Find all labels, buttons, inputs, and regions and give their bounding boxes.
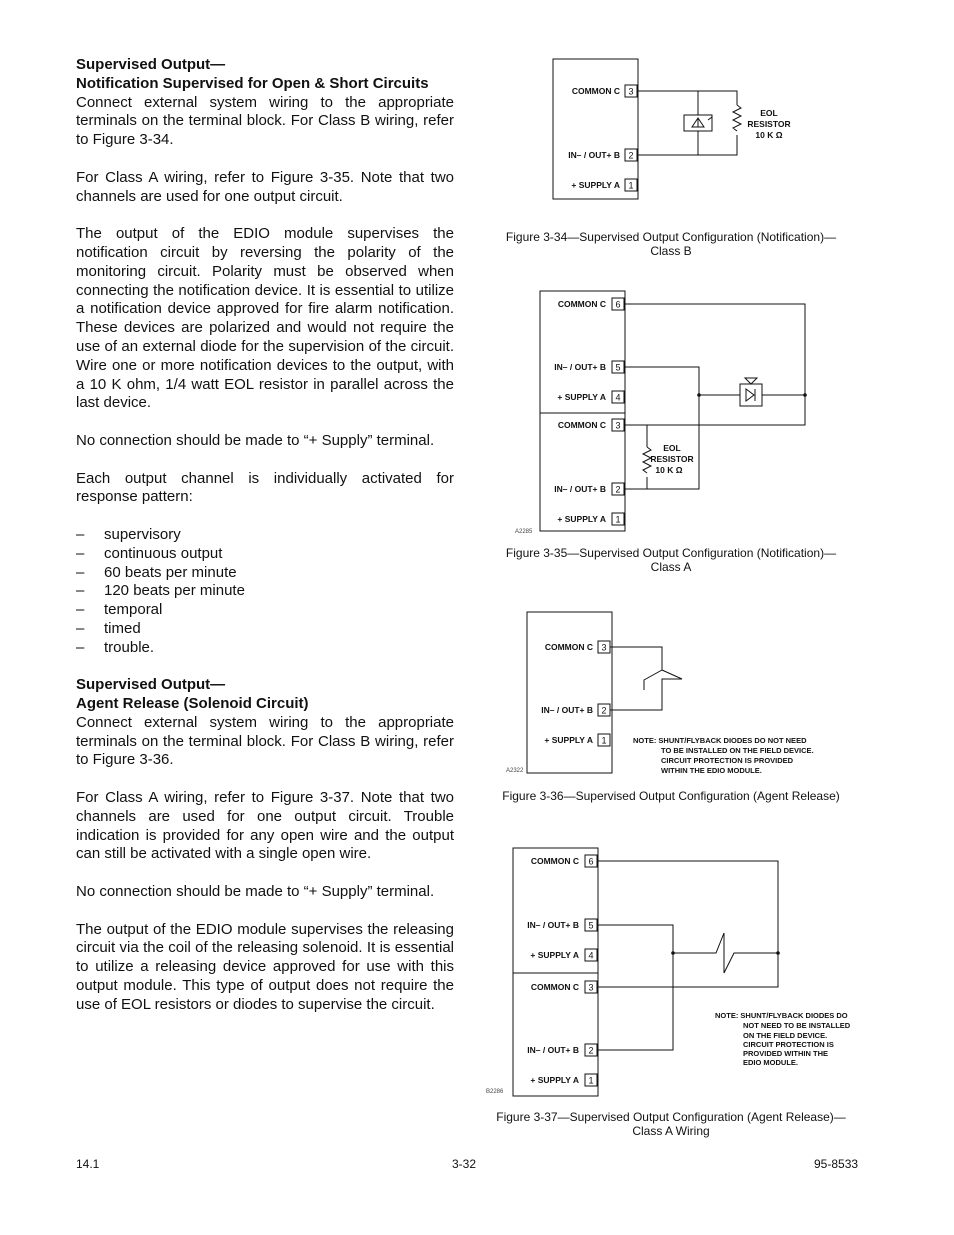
label-common-c: COMMON C bbox=[544, 642, 593, 652]
figure-3-37-caption bbox=[476, 1110, 866, 1138]
section1-heading-line2: Notification Supervised for Open & Short Circuits bbox=[76, 74, 429, 92]
figure-code: A2322 bbox=[506, 768, 524, 774]
list-item: – 60 beats per minute bbox=[76, 564, 454, 583]
figure-code: A2285 bbox=[515, 529, 533, 535]
solenoid-symbol bbox=[673, 933, 778, 973]
footer-page-number: 3-32 bbox=[452, 1157, 477, 1171]
note-line: PROVIDED WITHIN THE bbox=[743, 1049, 829, 1058]
wire bbox=[624, 304, 805, 425]
wire bbox=[637, 135, 737, 155]
section1-paragraph-3: The output of the EDIO module supervises the notification circuit by reversing the polarity of the monitoring circuit. Polarity must be observed when connecting the notification device. It is essential to utilize a notification device approved for fire alarm notification. These devices are polarized and would not require the use of an external diode for the supervision of the circuit. Wire one or more notification devices to the output, with a 10 K ohm, 1/4 watt EOL resistor in parallel across the last device. bbox=[76, 225, 454, 412]
section2-paragraph-2: For Class A wiring, refer to Figure 3-37. Note that two channels are used for one output circuit. Trouble indication is provided for any open wire and the output can still be activated with a single open wire. bbox=[76, 789, 454, 863]
eol-label: EOL bbox=[760, 108, 778, 118]
label-in-out-b: IN– / OUT+ B bbox=[541, 705, 593, 715]
list-item: – supervisory bbox=[76, 526, 454, 545]
label-supply-a: + SUPPLY A bbox=[571, 180, 620, 190]
terminal-number: 1 bbox=[601, 735, 607, 746]
section1-paragraph-5: Each output channel is individually activated for response pattern: bbox=[76, 469, 454, 506]
terminal-block bbox=[527, 612, 612, 773]
note-line: TO BE INSTALLED ON THE FIELD DEVICE. bbox=[661, 746, 814, 755]
eol-label: 10 K Ω bbox=[655, 465, 683, 475]
label-common-c: COMMON C bbox=[557, 299, 606, 309]
wire bbox=[637, 91, 737, 105]
terminal-number: 2 bbox=[628, 150, 634, 161]
note-line: NOT NEED TO BE INSTALLED bbox=[743, 1021, 851, 1030]
section1-heading-line1: Supervised Output— bbox=[76, 56, 226, 73]
label-in-out-b: IN– / OUT+ B bbox=[527, 920, 579, 930]
terminal-number: 4 bbox=[615, 392, 621, 403]
figure-3-35-caption bbox=[495, 546, 847, 574]
label-supply-a: + SUPPLY A bbox=[530, 950, 579, 960]
section1-paragraph-1: Connect external system wiring to the appropriate terminals on the terminal block. For Class B wiring, refer to Figure 3-34. bbox=[76, 93, 454, 149]
wire bbox=[624, 425, 647, 447]
figure-3-36-diagram bbox=[506, 612, 814, 775]
list-item: – 120 beats per minute bbox=[76, 582, 454, 601]
caption-line: Figure 3-34—Supervised Output Configuration (Notification)— bbox=[505, 230, 837, 244]
terminal-number: 1 bbox=[615, 514, 621, 525]
eol-label: RESISTOR bbox=[747, 119, 791, 129]
note-line: CIRCUIT PROTECTION IS bbox=[743, 1040, 834, 1049]
label-common-c: COMMON C bbox=[530, 856, 579, 866]
terminal-number: 1 bbox=[628, 180, 634, 191]
list-item: – trouble. bbox=[76, 639, 454, 658]
terminal-number: 3 bbox=[601, 642, 607, 653]
section1-paragraph-4: No connection should be made to “+ Supply” terminal. bbox=[76, 431, 435, 449]
terminal-block bbox=[553, 59, 638, 199]
list-item: – temporal bbox=[76, 601, 454, 620]
solenoid-symbol bbox=[644, 670, 662, 690]
caption-line: Class B bbox=[650, 244, 692, 258]
eol-label: EOL bbox=[663, 443, 681, 453]
terminal-number: 2 bbox=[601, 705, 607, 716]
label-supply-a: + SUPPLY A bbox=[530, 1075, 579, 1085]
notification-device-icon bbox=[740, 384, 762, 406]
figure-3-36-caption bbox=[485, 789, 857, 803]
terminal-number: 1 bbox=[588, 1075, 594, 1086]
terminal-number: 3 bbox=[628, 86, 634, 97]
terminal-number: 6 bbox=[588, 856, 594, 867]
diode-icon bbox=[745, 378, 757, 401]
note-line: EDIO MODULE. bbox=[743, 1058, 799, 1067]
section2-paragraph-3: No connection should be made to “+ Supply” terminal. bbox=[76, 883, 435, 901]
label-common-c: COMMON C bbox=[571, 86, 620, 96]
terminal-number: 5 bbox=[588, 920, 594, 931]
wire bbox=[597, 861, 778, 987]
caption-line: Class A Wiring bbox=[632, 1124, 710, 1138]
figure-3-35-diagram bbox=[515, 291, 807, 535]
caption-line: Figure 3-36—Supervised Output Configuration (Agent Release) bbox=[502, 789, 840, 803]
section2-paragraph-1: Connect external system wiring to the appropriate terminals on the terminal block. For Class B wiring, refer to Figure 3-36. bbox=[76, 713, 454, 769]
section2-paragraph-4: The output of the EDIO module supervises the releasing circuit via the coil of the releasing solenoid. It is essential to utilize a releasing device approved for use with this output module. This type of output does not require the use of EOL resistors or diodes to supervise the circuit. bbox=[76, 920, 454, 1013]
eol-label: 10 K Ω bbox=[755, 130, 783, 140]
figure-3-37-diagram bbox=[486, 848, 851, 1096]
terminal-number: 5 bbox=[615, 362, 621, 373]
terminal-number: 3 bbox=[615, 420, 621, 431]
section1-paragraph-2: For Class A wiring, refer to Figure 3-35. Note that two channels are used for one output circuit. bbox=[76, 168, 454, 205]
list-item: – timed bbox=[76, 620, 454, 639]
eol-label: RESISTOR bbox=[650, 454, 694, 464]
eol-resistor bbox=[733, 105, 741, 131]
footer-version: 14.1 bbox=[76, 1157, 100, 1171]
terminal-number: 2 bbox=[588, 1045, 594, 1056]
note-line: ON THE FIELD DEVICE. bbox=[743, 1031, 828, 1040]
label-in-out-b: IN– / OUT+ B bbox=[554, 362, 606, 372]
terminal-number: 3 bbox=[588, 982, 594, 993]
list-item: – continuous output bbox=[76, 545, 454, 564]
note-line: CIRCUIT PROTECTION IS PROVIDED bbox=[661, 756, 794, 765]
label-in-out-b: IN– / OUT+ B bbox=[568, 150, 620, 160]
caption-line: Class A bbox=[650, 560, 692, 574]
section2-heading-line1: Supervised Output— bbox=[76, 676, 226, 694]
caption-line: Figure 3-35—Supervised Output Configuration (Notification)— bbox=[505, 546, 837, 560]
section2-heading-line2: Agent Release (Solenoid Circuit) bbox=[76, 695, 309, 713]
figure-code: B2286 bbox=[486, 1089, 504, 1095]
footer-document-number: 95-8533 bbox=[814, 1157, 859, 1171]
label-supply-a: + SUPPLY A bbox=[544, 735, 593, 745]
label-in-out-b: IN– / OUT+ B bbox=[554, 484, 606, 494]
note-line: NOTE: SHUNT/FLYBACK DIODES DO NOT NEED bbox=[633, 736, 807, 745]
label-supply-a: + SUPPLY A bbox=[557, 392, 606, 402]
figure-3-34-diagram bbox=[553, 59, 791, 199]
label-supply-a: + SUPPLY A bbox=[557, 514, 606, 524]
terminal-number: 2 bbox=[615, 484, 621, 495]
label-common-c: COMMON C bbox=[530, 982, 579, 992]
note-line: NOTE: SHUNT/FLYBACK DIODES DO bbox=[715, 1011, 848, 1020]
terminal-number: 6 bbox=[615, 299, 621, 310]
note-line: WITHIN THE EDIO MODULE. bbox=[661, 766, 762, 775]
figure-3-34-caption bbox=[495, 230, 847, 258]
caption-line: Figure 3-37—Supervised Output Configuration (Agent Release)— bbox=[496, 1110, 846, 1124]
label-in-out-b: IN– / OUT+ B bbox=[527, 1045, 579, 1055]
label-common-c: COMMON C bbox=[557, 420, 606, 430]
horn-icon bbox=[692, 117, 712, 127]
terminal-number: 4 bbox=[588, 950, 594, 961]
